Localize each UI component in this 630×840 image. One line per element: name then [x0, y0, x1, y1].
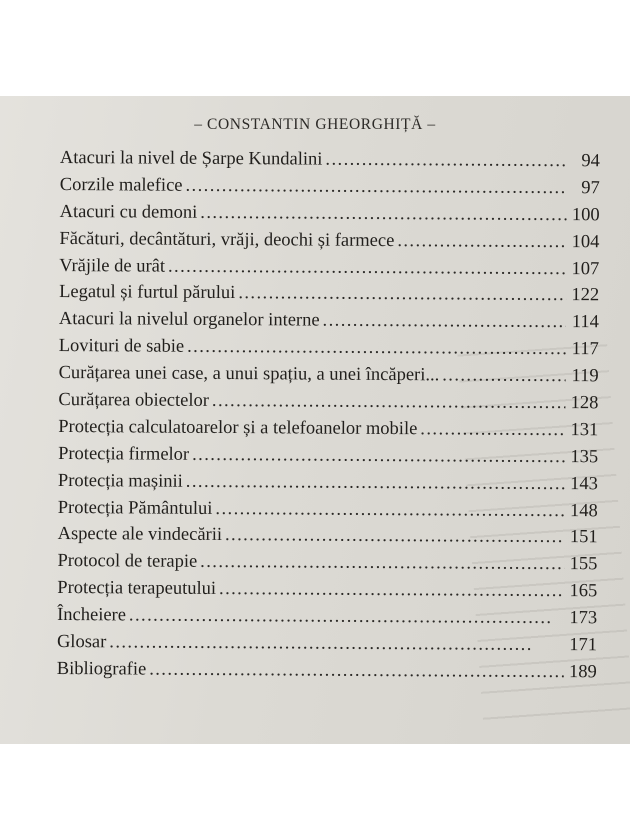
toc-entry	[59, 229, 599, 259]
dot-leader	[187, 337, 566, 360]
toc-entry-title: Aspecte ale vindecării	[57, 524, 223, 546]
dot-leader	[215, 499, 564, 522]
dot-leader	[325, 150, 567, 172]
dot-leader	[397, 231, 566, 253]
toc-entry-page: 128	[570, 393, 599, 414]
toc-entry-title: Vrăjile de urât	[59, 255, 166, 277]
toc-entry-title: Protecția firmelor	[58, 443, 190, 465]
dot-leader	[129, 606, 564, 630]
toc-entry-title: Protecția Pământului	[57, 497, 213, 519]
toc-entry	[57, 632, 597, 662]
toc-entry	[58, 498, 598, 528]
toc-entry	[57, 578, 597, 608]
toc-entry-title: Lovituri de sabie	[58, 336, 185, 357]
toc-entry-title: Încheiere	[57, 605, 127, 626]
toc-entry	[59, 363, 599, 393]
toc-entry-page: 117	[571, 339, 599, 360]
dot-leader	[186, 471, 565, 494]
toc-entry-title: Atacuri la nivelul organelor interne	[58, 309, 320, 331]
toc-entry-title: Legatul și furtul părului	[59, 282, 236, 304]
toc-entry-page: 94	[581, 151, 600, 172]
toc-entry-title: Curățarea obiectelor	[58, 390, 210, 411]
toc-entry-title: Protecția terapeutului	[57, 578, 217, 600]
toc-entry	[60, 148, 600, 178]
table-of-contents	[57, 148, 600, 689]
toc-entry-title: Protecția mașinii	[57, 470, 183, 492]
toc-entry-page: 107	[571, 258, 600, 279]
toc-entry-page: 143	[570, 473, 599, 494]
dot-leader	[109, 632, 564, 656]
dot-leader	[323, 311, 566, 333]
toc-entry	[57, 659, 597, 689]
dot-leader	[185, 176, 566, 199]
toc-entry-page: 104	[571, 231, 600, 252]
toc-entry-title: Bibliografie	[56, 658, 147, 680]
toc-entry-title: Atacuri la nivel de Șarpe Kundalini	[59, 148, 323, 170]
toc-entry	[60, 175, 600, 205]
toc-entry-title: Glosar	[56, 632, 107, 653]
toc-entry-page: 171	[569, 635, 598, 656]
toc-entry-title: Protecția calculatoarelor și a telefoanelor mobile	[58, 416, 418, 440]
toc-entry	[57, 605, 597, 635]
toc-entry-page: 189	[568, 662, 597, 683]
dot-leader	[219, 579, 564, 602]
dot-leader	[238, 284, 566, 307]
toc-entry-page: 97	[581, 178, 600, 199]
toc-entry-page: 100	[571, 204, 600, 226]
toc-entry-page: 151	[569, 527, 598, 548]
dot-leader	[442, 365, 565, 387]
toc-entry	[58, 444, 598, 474]
dot-leader	[212, 391, 566, 414]
toc-entry-page: 131	[570, 420, 599, 441]
toc-entry-title: Atacuri cu demoni	[59, 201, 198, 223]
toc-entry-title: Curățarea unei case, a unui spațiu, a unei încăperi...	[58, 363, 440, 386]
toc-entry	[58, 390, 598, 420]
toc-entry	[57, 551, 597, 581]
toc-entry-title: Făcături, decântături, vrăji, deochi și farmece	[59, 228, 395, 251]
dot-leader	[192, 445, 565, 468]
toc-entry	[59, 336, 599, 366]
toc-entry-page: 148	[569, 500, 598, 521]
toc-entry-page: 122	[571, 285, 600, 306]
dot-leader	[200, 552, 564, 575]
toc-entry-page: 165	[569, 581, 598, 602]
dot-leader	[168, 256, 566, 279]
book-page	[0, 96, 630, 744]
toc-entry	[58, 471, 598, 501]
dot-leader	[200, 203, 566, 226]
toc-entry	[59, 309, 599, 339]
toc-entry	[59, 256, 599, 286]
toc-entry-page: 135	[570, 446, 599, 468]
toc-entry	[58, 524, 598, 554]
toc-entry-page: 155	[569, 554, 598, 575]
toc-entry-title: Protocol de terapie	[57, 551, 198, 573]
running-head: – CONSTANTIN GHEORGHIȚĂ –	[194, 116, 436, 133]
toc-entry	[58, 417, 598, 447]
dot-leader	[420, 419, 565, 441]
toc-entry	[60, 202, 600, 232]
toc-entry	[59, 282, 599, 312]
dot-leader	[225, 525, 565, 548]
dot-leader	[149, 659, 564, 683]
toc-entry-page: 119	[571, 366, 599, 387]
toc-entry-page: 114	[571, 312, 600, 333]
toc-entry-title: Corzile malefice	[59, 174, 183, 196]
toc-entry-page: 173	[569, 608, 598, 629]
